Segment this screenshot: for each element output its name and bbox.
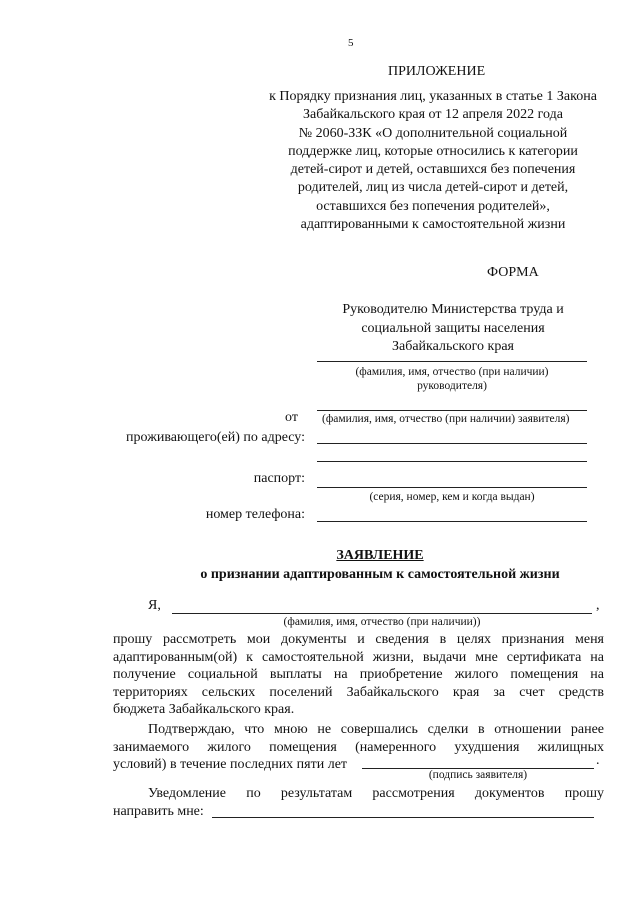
addressee-line: Руководителю Министерства труда и: [342, 302, 564, 317]
page-number: 5: [348, 37, 354, 49]
appendix-line: Забайкальского края от 12 апреля 2022 года: [303, 107, 563, 123]
appendix-line: детей-сирот и детей, оставшихся без попечения: [290, 162, 576, 178]
passport-caption: (серия, номер, кем и когда выдан): [369, 491, 535, 503]
address-line-2[interactable]: [317, 461, 587, 462]
address-line-1[interactable]: [317, 443, 587, 444]
applicant-name-caption: (фамилия, имя, отчество (при наличии) заявителя): [322, 413, 570, 425]
passport-label: паспорт:: [253, 471, 305, 486]
notification-address-line[interactable]: [212, 817, 594, 818]
p1-line: адаптированным(ой) к самостоятельной жизни, выдачи мне сертификата на: [113, 649, 604, 665]
p1-line: территориях сельских поселений Забайкальского края за счет средств: [113, 684, 604, 700]
paragraph-3: [113, 785, 604, 820]
appendix-line: № 2060-ЗЗК «О дополнительной социальной: [298, 125, 568, 141]
appendix-text: [250, 88, 616, 234]
period: .: [596, 753, 600, 768]
head-name-caption: [317, 365, 587, 393]
addressee-line: Забайкальского края: [391, 339, 514, 354]
appendix-line: оставшихся без попечения родителей»,: [316, 198, 550, 214]
appendix-line: к Порядку признания лиц, указанных в статье 1 Закона: [269, 89, 597, 104]
applicant-fullname-caption: (фамилия, имя, отчество (при наличии)): [283, 616, 481, 628]
head-caption-line: (фамилия, имя, отчество (при наличии): [355, 366, 549, 378]
p1-line: прошу рассмотреть мои документы и сведения в целях признания меня: [113, 632, 604, 647]
p3-line: Уведомление по результатам рассмотрения документов прошу: [148, 786, 604, 801]
passport-line[interactable]: [317, 487, 587, 488]
p2-line: Подтверждаю, что мною не совершались сделки в отношении ранее: [148, 722, 604, 737]
appendix-title: ПРИЛОЖЕНИЕ: [388, 64, 486, 79]
appendix-line: адаптированными к самостоятельной жизни: [300, 217, 566, 233]
paragraph-1: [113, 631, 604, 719]
i-label: Я,: [148, 598, 161, 613]
applicant-name-line[interactable]: [317, 410, 587, 411]
from-label: от: [285, 410, 298, 425]
p1-line: бюджета Забайкальского края.: [113, 702, 295, 717]
addressee-block: [318, 301, 588, 357]
form-label: ФОРМА: [487, 265, 539, 280]
paragraph-2: [113, 721, 604, 774]
comma: ,: [596, 598, 600, 613]
addressee-line: социальной защиты населения: [361, 320, 545, 336]
statement-title: ЗАЯВЛЕНИЕ: [336, 548, 424, 563]
head-name-line[interactable]: [317, 361, 587, 362]
p3-line: направить мне:: [113, 803, 204, 819]
applicant-fullname-line[interactable]: [172, 613, 592, 614]
head-caption-line: руководителя): [417, 380, 487, 392]
phone-label: номер телефона:: [205, 507, 305, 522]
appendix-line: поддержке лиц, которые относились к категории: [288, 143, 578, 159]
phone-line[interactable]: [317, 521, 587, 522]
signature-caption: (подпись заявителя): [428, 769, 528, 781]
p2-line: занимаемого жилого помещения (намеренного ухудшения жилищных: [113, 739, 604, 755]
statement-subtitle: о признании адаптированным к самостоятельной жизни: [200, 567, 560, 582]
p2-line: условий) в течение последних пяти лет: [113, 757, 348, 772]
appendix-line: родителей, лиц из числа детей-сирот и детей,: [297, 180, 569, 196]
p1-line: получение социальной выплаты на приобретение жилого помещения на: [113, 667, 604, 682]
address-label: проживающего(ей) по адресу:: [126, 430, 305, 445]
